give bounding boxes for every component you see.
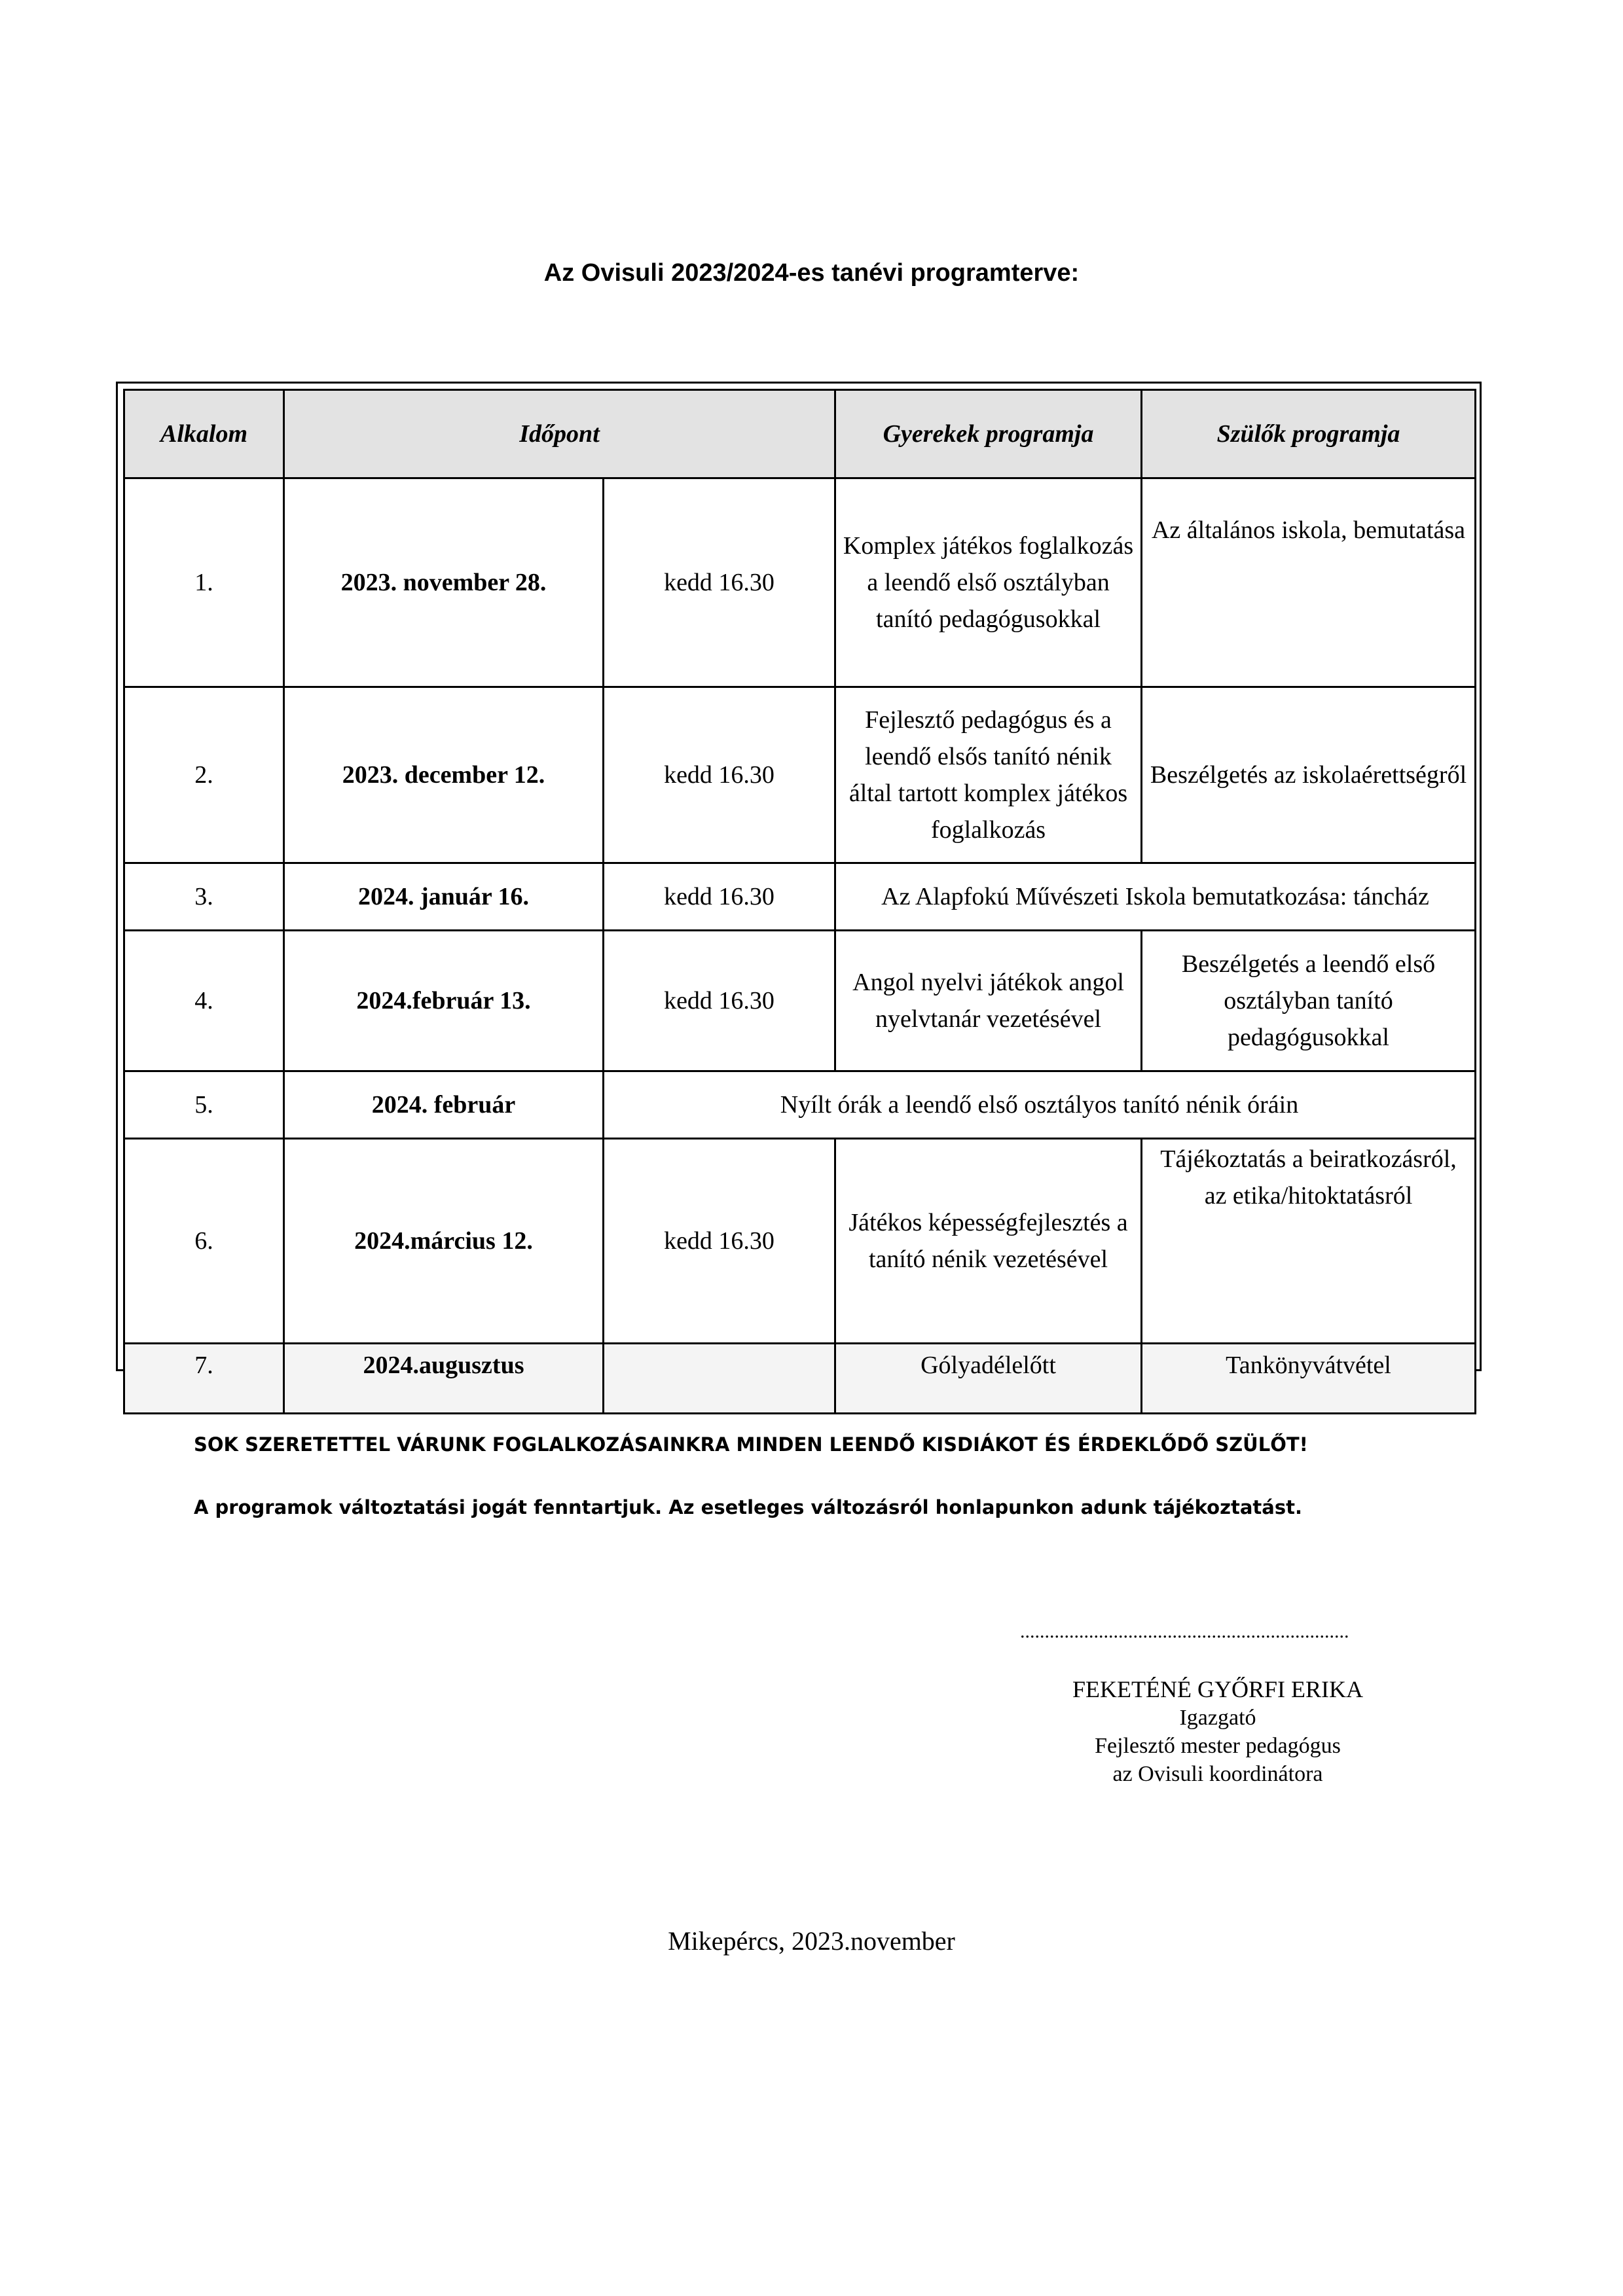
row-parents-program: Az általános iskola, bemutatása <box>1142 478 1476 687</box>
row-joint-program: Az Alapfokú Művészeti Iskola bemutatkozása: táncház <box>835 863 1476 931</box>
row-parents-program: Beszélgetés a leendő első osztályban tanító pedagógusokkal <box>1142 931 1476 1071</box>
program-table <box>123 389 1476 1414</box>
table-row <box>124 478 1476 687</box>
row-date: 2024. február <box>284 1071 604 1139</box>
signature-line: ................................................................... <box>1020 1621 1349 1642</box>
row-kids-program: Fejlesztő pedagógus és a leendő elsős tanító nénik által tartott komplex játékos foglalkozás <box>835 687 1142 863</box>
row-number: 3. <box>124 863 284 931</box>
row-number: 2. <box>124 687 284 863</box>
signatory-name: FEKETÉNÉ GYŐRFI ERIKA <box>1072 1676 1363 1702</box>
row-parents-program: Tájékoztatás a beiratkozásról, az etika/hitoktatásról <box>1142 1139 1476 1344</box>
row-number: 5. <box>124 1071 284 1139</box>
page-title: Az Ovisuli 2023/2024-es tanévi programterve: <box>543 259 1080 287</box>
row-date: 2024. január 16. <box>284 863 604 931</box>
table-row <box>124 1344 1476 1414</box>
row-date: 2023. november 28. <box>284 478 604 687</box>
signatory-role: Fejlesztő mester pedagógus <box>1095 1734 1341 1758</box>
change-notice: A programok változtatási jogát fenntartjuk. Az esetleges változásról honlapunkon adunk tájékoztatást. <box>194 1496 1302 1518</box>
row-kids-program: Angol nyelvi játékok angol nyelvtanár vezetésével <box>835 931 1142 1071</box>
header-idopont: Időpont <box>284 390 835 478</box>
row-number: 7. <box>124 1344 284 1414</box>
row-kids-program: Játékos képességfejlesztés a tanító nénik vezetésével <box>835 1139 1142 1344</box>
row-time: kedd 16.30 <box>604 931 835 1071</box>
row-time: kedd 16.30 <box>604 478 835 687</box>
row-kids-program: Komplex játékos foglalkozás a leendő első osztályban tanító pedagógusokkal <box>835 478 1142 687</box>
row-number: 6. <box>124 1139 284 1344</box>
signature-block <box>1048 1676 1388 1788</box>
row-time: kedd 16.30 <box>604 863 835 931</box>
table-row <box>124 1139 1476 1344</box>
header-szulok: Szülők programja <box>1142 390 1476 478</box>
row-joint-program: Nyílt órák a leendő első osztályos tanító nénik óráin <box>604 1071 1476 1139</box>
welcome-notice: SOK SZERETETTEL VÁRUNK FOGLALKOZÁSAINKRA MINDEN LEENDŐ KISDIÁKOT ÉS ÉRDEKLŐDŐ SZÜLŐT! <box>194 1433 1308 1456</box>
row-kids-program: Gólyadélelőtt <box>835 1344 1142 1414</box>
row-time <box>604 1344 835 1414</box>
row-time: kedd 16.30 <box>604 1139 835 1344</box>
table-header-row <box>124 390 1476 478</box>
table-row <box>124 863 1476 931</box>
row-parents-program: Tankönyvátvétel <box>1142 1344 1476 1414</box>
program-table-frame <box>116 382 1482 1379</box>
row-number: 4. <box>124 931 284 1071</box>
header-gyerekek: Gyerekek programja <box>835 390 1142 478</box>
signatory-role: Igazgató <box>1179 1706 1256 1730</box>
table-row <box>124 1071 1476 1139</box>
row-date: 2023. december 12. <box>284 687 604 863</box>
row-parents-program: Beszélgetés az iskolaérettségről <box>1142 687 1476 863</box>
row-date: 2024.február 13. <box>284 931 604 1071</box>
row-time: kedd 16.30 <box>604 687 835 863</box>
row-date: 2024.augusztus <box>284 1344 604 1414</box>
header-alkalom: Alkalom <box>124 390 284 478</box>
table-row <box>124 687 1476 863</box>
row-number: 1. <box>124 478 284 687</box>
signatory-role: az Ovisuli koordinátora <box>1112 1762 1323 1786</box>
place-date: Mikepércs, 2023.november <box>668 1926 955 1956</box>
row-date: 2024.március 12. <box>284 1139 604 1344</box>
table-row <box>124 931 1476 1071</box>
